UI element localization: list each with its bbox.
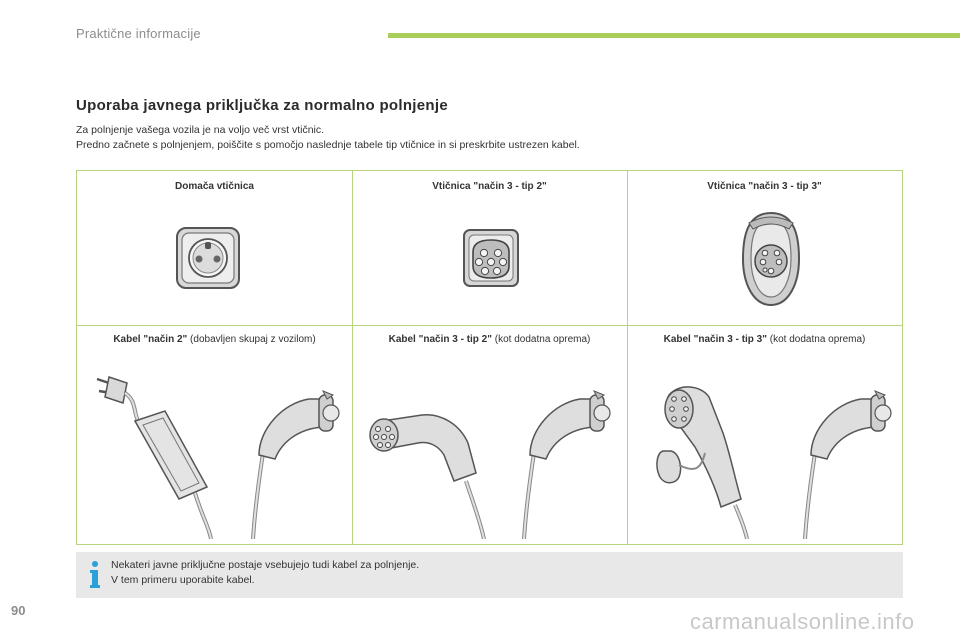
header-accent-bar: [388, 33, 960, 38]
page-title: Uporaba javnega priključka za normalno polnjenje: [76, 97, 448, 114]
page-number: 90: [11, 603, 26, 618]
watermark: carmanualsonline.info: [690, 609, 915, 634]
cable-title-mode3-type2: [352, 334, 627, 345]
info-line-1: Nekateri javne priključne postaje vsebujejo tudi kabel za polnjenje.: [111, 559, 420, 571]
cable-title-note: (dobavljen skupaj z vozilom): [187, 334, 316, 345]
info-icon: [88, 560, 102, 590]
info-text: [111, 558, 419, 588]
type2-socket-icon: [462, 228, 520, 288]
info-note: [76, 552, 903, 598]
intro-text: [76, 123, 580, 153]
mode3-type2-cable-illustration: [364, 369, 626, 539]
cable-title-mode3-type3: [627, 334, 902, 345]
socket-title-domestic: Domača vtičnica: [175, 181, 254, 192]
mode2-cable-illustration: [87, 369, 349, 539]
section-header: Praktične informacije: [76, 26, 201, 41]
socket-title-type3: Vtičnica "način 3 - tip 3": [707, 181, 822, 192]
cable-title-bold: Kabel "način 3 - tip 3": [663, 334, 767, 345]
socket-cable-table: [76, 170, 903, 545]
cable-title-mode2: [77, 334, 352, 345]
cable-title-note: (kot dodatna oprema): [767, 334, 866, 345]
mode3-type3-cable-illustration: [639, 369, 901, 539]
cable-title-bold: Kabel "način 2": [113, 334, 188, 345]
table-divider: [627, 171, 628, 544]
intro-line-2: Predno začnete s polnjenjem, poiščite s pomočjo naslednje tabele tip vtičnice in si preskrbite ustrezen kabel.: [76, 139, 580, 151]
socket-title-type2: Vtičnica "način 3 - tip 2": [432, 181, 547, 192]
table-divider: [77, 325, 902, 326]
type3-socket-icon: [739, 209, 803, 309]
intro-line-1: Za polnjenje vašega vozila je na voljo več vrst vtičnic.: [76, 124, 325, 136]
table-divider: [352, 171, 353, 544]
domestic-socket-icon: [175, 226, 241, 290]
cable-title-bold: Kabel "način 3 - tip 2": [388, 334, 492, 345]
info-line-2: V tem primeru uporabite kabel.: [111, 574, 255, 586]
cable-title-note: (kot dodatna oprema): [492, 334, 591, 345]
